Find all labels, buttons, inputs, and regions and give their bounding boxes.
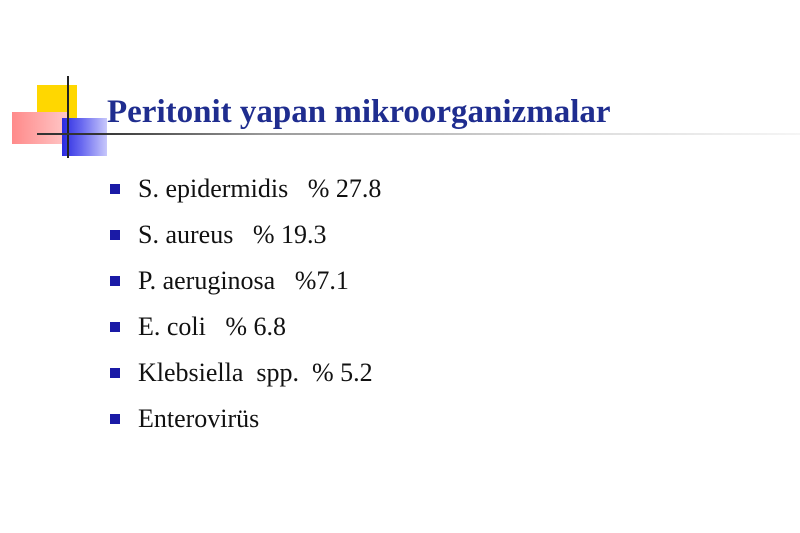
- bullet-text: Klebsiella spp. % 5.2: [138, 358, 373, 387]
- list-item: [110, 350, 381, 396]
- list-item: [110, 258, 381, 304]
- square-bullet-icon: [110, 414, 120, 424]
- list-item: [110, 396, 381, 442]
- list-item: [110, 212, 381, 258]
- bullet-text: Enterovirüs: [138, 404, 260, 433]
- decorative-vertical-line: [67, 76, 69, 158]
- bullet-text: S. epidermidis % 27.8: [138, 174, 382, 203]
- square-bullet-icon: [110, 368, 120, 378]
- bullet-list: [110, 166, 381, 442]
- slide-title: Peritonit yapan mikroorganizmalar: [107, 94, 611, 130]
- square-bullet-icon: [110, 276, 120, 286]
- square-bullet-icon: [110, 184, 120, 194]
- bullet-text: S. aureus % 19.3: [138, 220, 327, 249]
- list-item: [110, 166, 381, 212]
- square-bullet-icon: [110, 322, 120, 332]
- bullet-text: E. coli % 6.8: [138, 312, 287, 341]
- bullet-text: P. aeruginosa %7.1: [138, 266, 349, 295]
- square-bullet-icon: [110, 230, 120, 240]
- decorative-red-square: [12, 112, 67, 144]
- list-item: [110, 304, 381, 350]
- title-underline: [37, 133, 800, 135]
